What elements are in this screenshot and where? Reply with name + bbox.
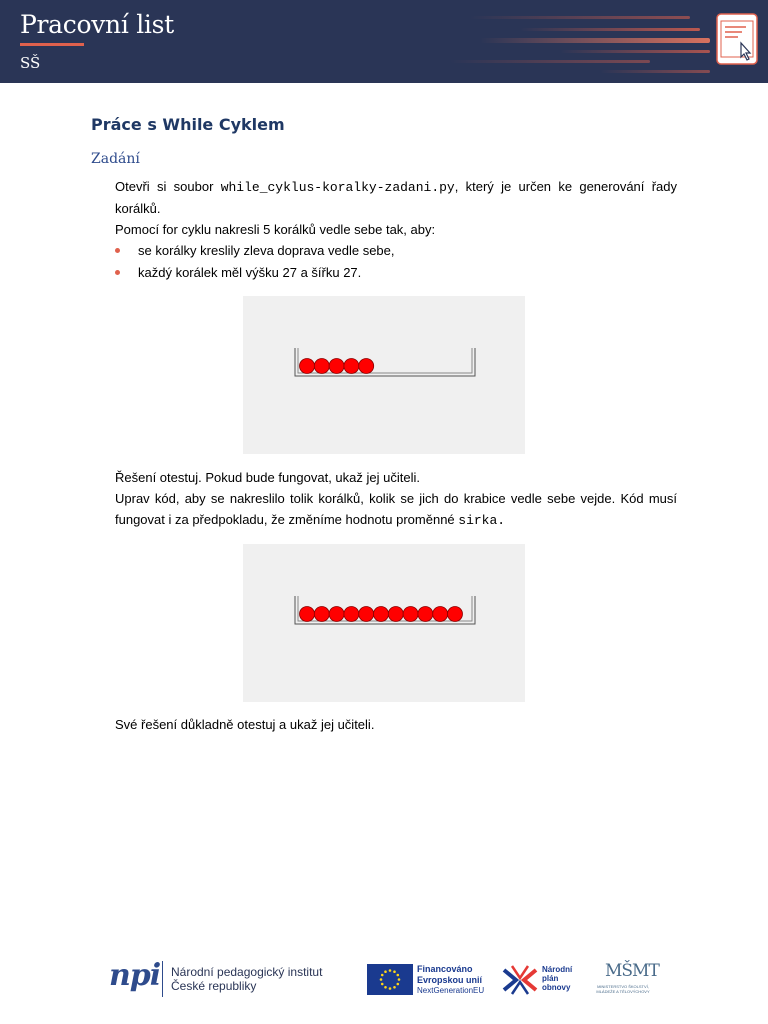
eu-star — [384, 970, 387, 973]
msmt-text-line1: MINISTERSTVO ŠKOLSTVÍ, — [597, 984, 649, 989]
bead-box-canvas — [243, 544, 525, 702]
figure-five-beads — [243, 296, 525, 454]
eu-star — [396, 974, 399, 977]
bead — [418, 607, 433, 622]
bead — [359, 359, 374, 374]
page-header — [0, 0, 768, 83]
bullet-dot — [115, 270, 120, 275]
paragraph-instructions: Pomocí for cyklu nakresli 5 korálků vedle sebe tak, aby: — [115, 222, 436, 237]
bead — [329, 607, 344, 622]
header-underline — [20, 43, 84, 46]
eu-star — [381, 974, 384, 977]
npi-divider — [162, 961, 163, 997]
bead — [448, 607, 463, 622]
eu-text-line2: Evropskou unií — [417, 975, 483, 985]
npi-name-line2: České republiky — [171, 979, 257, 993]
section-heading: Zadání — [91, 151, 140, 167]
bullet-dot — [115, 248, 120, 253]
eu-star — [389, 969, 392, 972]
eu-star — [381, 983, 384, 986]
msmt-text-line2: MLÁDEŽE A TĚLOVÝCHOVY — [596, 989, 650, 994]
eu-star — [384, 986, 387, 989]
npi-logo: npi — [109, 958, 161, 993]
paragraph-modify-code: Uprav kód, aby se nakreslilo tolik korálků, kolik se jich do krabice vedle sebe vejde. Kód musí fungovat i za předpokladu, že změníme hodnotu proměnné sirka. — [115, 491, 677, 528]
page-title-header: Pracovní list — [20, 10, 174, 39]
bead — [329, 359, 344, 374]
bead — [314, 607, 329, 622]
paragraph-final: Své řešení důkladně otestuj a ukaž jej učiteli. — [115, 717, 375, 732]
eu-star — [389, 987, 392, 990]
code-variable: sirka. — [458, 513, 506, 528]
bead — [300, 359, 315, 374]
eu-star — [398, 978, 401, 981]
eu-flag-icon — [367, 964, 413, 995]
eu-star — [380, 978, 383, 981]
eu-star — [396, 983, 399, 986]
bead — [300, 607, 315, 622]
bead — [359, 607, 374, 622]
document-title: Práce s While Cyklem — [91, 115, 285, 134]
bead — [344, 607, 359, 622]
npo-text-line3: obnovy — [542, 983, 571, 992]
bead — [374, 607, 389, 622]
figure-full-beads — [243, 544, 525, 702]
tablet-touch-icon — [716, 13, 758, 65]
bead — [314, 359, 329, 374]
npi-name-line1: Národní pedagogický institut — [171, 965, 323, 979]
page-footer — [0, 955, 768, 1005]
bead — [403, 607, 418, 622]
eu-star — [393, 970, 396, 973]
msmt-logo: MŠMT — [605, 961, 659, 981]
paragraph-test: Řešení otestuj. Pokud bude fungovat, ukaž jej učiteli. — [115, 470, 420, 485]
bead — [433, 607, 448, 622]
npo-logo-icon — [502, 964, 538, 996]
bead — [388, 607, 403, 622]
paragraph-open-file: Otevři si soubor while_cyklus-koralky-zadani.py, který je určen ke generování řady korálků. — [115, 179, 677, 216]
npo-text-line2: plán — [542, 974, 559, 983]
npo-text-line1: Národní — [542, 965, 573, 974]
eu-star — [393, 986, 396, 989]
bead — [344, 359, 359, 374]
code-filename: while_cyklus-koralky-zadani.py — [220, 180, 455, 195]
header-subtitle: SŠ — [20, 54, 41, 72]
bead-box-canvas — [243, 296, 525, 454]
eu-text-line3: NextGenerationEU — [417, 986, 485, 995]
eu-text-line1: Financováno — [417, 964, 473, 974]
